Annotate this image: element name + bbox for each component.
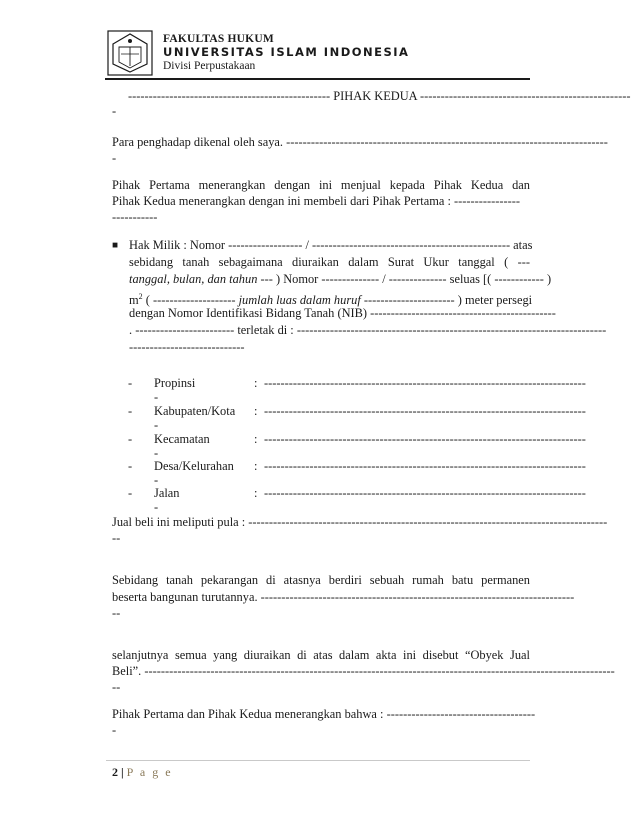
bullet-line-3-rest: --- ) Nomor -------------- / -------------- seluas [( ------------ ) — [257, 272, 552, 286]
bullet-line-4-mid: ( -------------------- — [142, 293, 239, 308]
header-divider — [105, 78, 530, 80]
section-heading: ------------------------------------------------- PIHAK KEDUA --------------------------------------------------- — [128, 89, 631, 103]
location-label: Jalan — [154, 486, 180, 500]
location-value: ------------------------------------------------------------------------------ — [264, 432, 586, 446]
date-placeholder: tanggal, bulan, dan tahun — [129, 272, 258, 286]
paragraph-meliputi: Jual beli ini meliputi pula : --------------------------------------------------------------------------------------- — [112, 515, 608, 529]
bullet-line-7: ---------------------------- — [129, 340, 245, 354]
location-value: ------------------------------------------------------------------------------ — [264, 376, 586, 390]
paragraph-tanah-line-1: Sebidang tanah pekarangan di atasnya berdiri sebuah rumah batu permanen — [112, 573, 530, 587]
location-value: ------------------------------------------------------------------------------ — [264, 459, 586, 473]
page-number: 2 — [112, 765, 118, 779]
paragraph-jual-line-1: Pihak Pertama menerangkan dengan ini menjual kepada Pihak Kedua dan — [112, 178, 530, 192]
unit-m: m — [129, 293, 139, 308]
paragraph-jual-line-3: ----------- — [112, 210, 158, 224]
paragraph-obyek-line-2: Beli”. ------------------------------------------------------------------------------------------------------------------ — [112, 664, 615, 678]
document-page: FAKULTAS HUKUM UNIVERSITAS ISLAM INDONESIA Divisi Perpustakaan ------------------------------------------------- PIHAK KEDUA --------------------------------------------------- - Para penghadap dikenal oleh saya. ------------------------------------------------------------------------------ - Pihak Pertama menerangkan dengan ini menjual kepada Pihak Kedua dan Pihak Kedua menerangkan dengan ini membeli dari Pihak Pertama : ---------------- ----------- ■ Hak Milik : Nomor ------------------ / ------------------------------------------------ atas sebidang tanah sebagaimana diuraikan dalam Surat Ukur tanggal ( --- tanggal, bulan, dan tahun --- ) Nomor -------------- / -------------- seluas [( ------------ ) $m^2$ ( -------------------- jumlah luas dalam huruf ---------------------- ) meter persegi dengan Nomor Identifikasi Bidang Tanah (NIB) --------------------------------------------- . ------------------------ terletak di : --------------------------------------------------------------------------- ---------------------------- - Propinsi : ------------------------------------------------------------------------------ - - Kabupaten/Kota : ------------------------------------------------------------------------------ - - Kecamatan : ------------------------------------------------------------------------------ - - Desa/Kelurahan : ------------------------------------------------------------------------------ - - Jalan : ------------------------------------------------------------------------------ - Jual beli ini meliputi pula : --------------------------------------------------------------------------------------- -- Sebidang tanah pekarangan di atasnya berdiri sebuah rumah batu permanen beserta bangunan turutannya. ---------------------------------------------------------------------------- -- selanjutnya semua yang diuraikan di atas dalam akta ini disebut “Obyek Jual Beli”. ------------------------------------------------------------------------------------------------------------------ -- Pihak Pertama dan Pihak Kedua menerangkan bahwa : ------------------------------------ - 2 | P a g e — [0, 0, 638, 826]
bullet-line-5: dengan Nomor Identifikasi Bidang Tanah (NIB) --------------------------------------------- — [129, 306, 556, 320]
paragraph-tanah-tail: -- — [112, 606, 121, 620]
bullet-line-3 — [129, 271, 552, 288]
paragraph-menerangkan: Pihak Pertama dan Pihak Kedua menerangkan bahwa : ------------------------------------ — [112, 707, 536, 721]
area-placeholder: jumlah luas dalam huruf — [238, 293, 361, 308]
bullet-line-1: Hak Milik : Nomor ------------------ / ------------------------------------------------ atas — [129, 238, 533, 252]
page-label: P a g e — [126, 765, 173, 779]
bullet-line-2: sebidang tanah sebagaimana diuraikan dalam Surat Ukur tanggal ( --- — [129, 255, 530, 269]
paragraph-meliputi-tail: -- — [112, 531, 121, 545]
university-logo — [107, 30, 153, 76]
bullet-square-icon: ■ — [112, 240, 119, 251]
location-label: Kecamatan — [154, 432, 210, 446]
paragraph-obyek-tail: -- — [112, 680, 121, 694]
paragraph-menerangkan-tail: - — [112, 723, 117, 737]
location-value: ------------------------------------------------------------------------------ — [264, 486, 586, 500]
paragraph-jual-line-2: Pihak Kedua menerangkan dengan ini membeli dari Pihak Pertama : ---------------- — [112, 194, 521, 208]
faculty-name: FAKULTAS HUKUM — [163, 33, 274, 45]
unit-superscript: 2 — [138, 292, 143, 301]
location-label: Desa/Kelurahan — [154, 459, 234, 473]
location-label: Kabupaten/Kota — [154, 404, 236, 418]
footer-separator: | — [118, 765, 127, 779]
location-label: Propinsi — [154, 376, 196, 390]
section-heading-tail: - — [112, 104, 117, 118]
paragraph-penghadap: Para penghadap dikenal oleh saya. ------------------------------------------------------------------------------ — [112, 135, 608, 149]
page-footer — [112, 765, 173, 780]
footer-divider — [106, 760, 530, 761]
paragraph-penghadap-tail: - — [112, 151, 117, 165]
paragraph-obyek-line-1: selanjutnya semua yang diuraikan di atas dalam akta ini disebut “Obyek Jual — [112, 648, 530, 662]
university-name: UNIVERSITAS ISLAM INDONESIA — [163, 45, 410, 59]
location-value: ------------------------------------------------------------------------------ — [264, 404, 586, 418]
bullet-line-4-rest: ---------------------- ) meter persegi — [360, 293, 533, 308]
bullet-line-6: . ------------------------ terletak di : --------------------------------------------------------------------------- — [129, 323, 607, 337]
division-name: Divisi Perpustakaan — [163, 60, 256, 72]
paragraph-tanah-line-2: beserta bangunan turutannya. ---------------------------------------------------------------------------- — [112, 590, 575, 604]
